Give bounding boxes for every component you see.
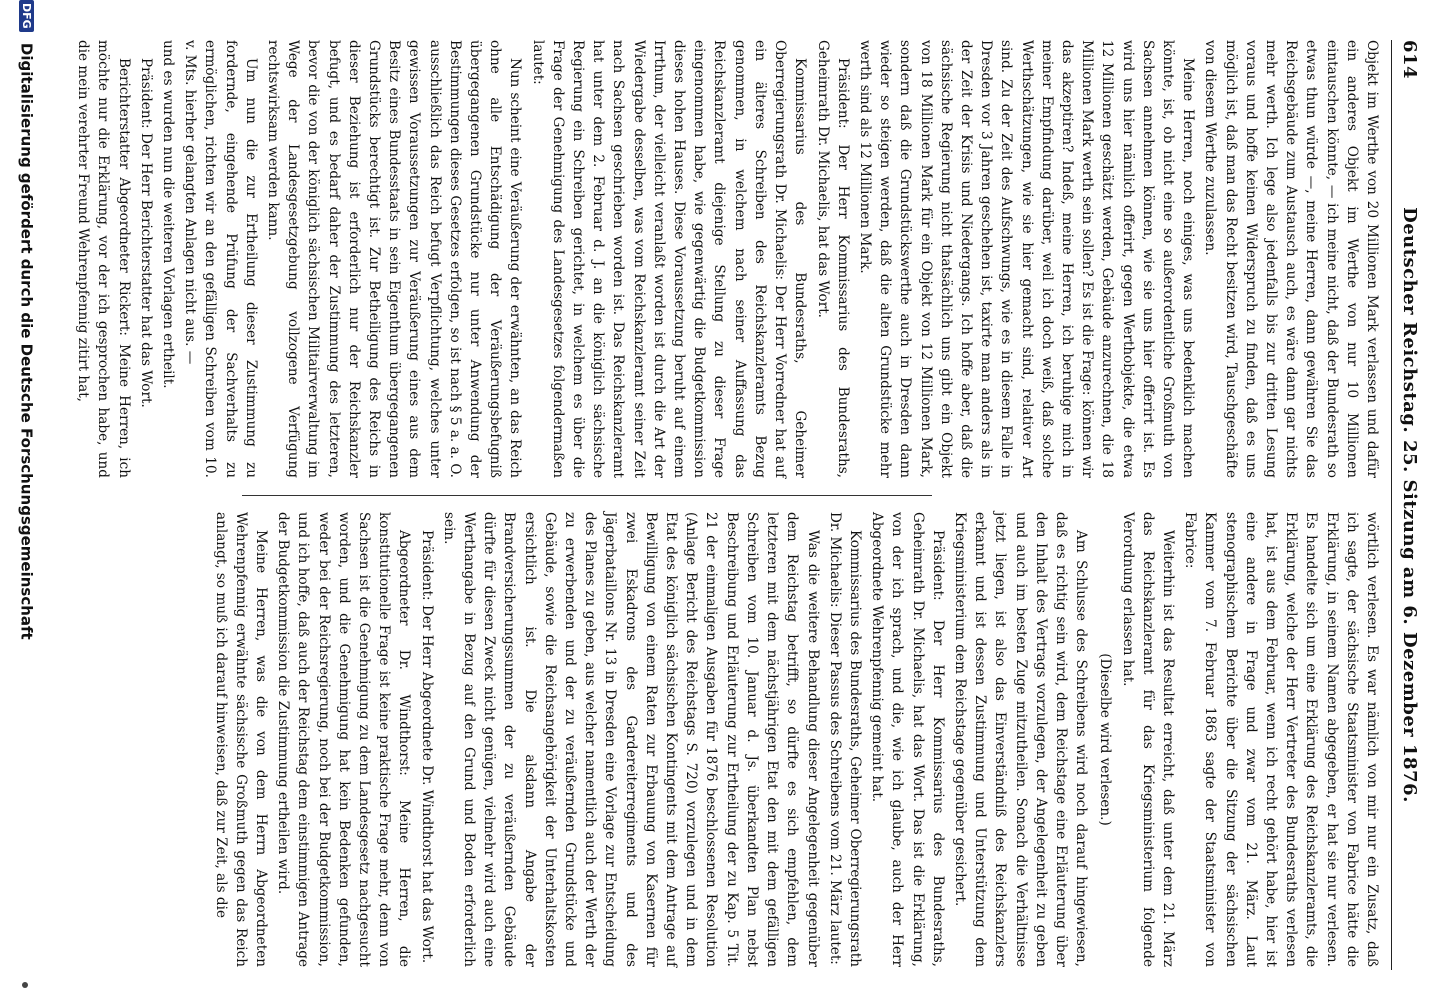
paragraph: Objekt im Werthe von 20 Millionen Mark verlassen und dafür ein anderes Objekt im Werthe von nur 10 Millionen eintauschen könnte, — ich meine nicht, daß der Bundesrath so etwas thun würde —, meine Herren, dann gewähren Sie das Reichsgebäude zum Austausch auch, es wäre dann gar nichts mehr werth. Ich lege also jedenfalls bis zur dritten Lesung voraus und hoffe keinen Widerspruch zu finden, daß es uns möglich ist, daß man das Recht besitzen wird, Tauschgeschäfte von diesem Werthe zuzulassen.	[1202, 40, 1380, 478]
paragraph: Was die weitere Behandlung dieser Angelegenheit gegenüber dem Reichstag betrifft, so dürfte es sich empfehlen, dem letzteren mit dem nächstjährigen Etat den mit dem gefälligen Schreiben vom 10. Januar d. Js. überkandten Plan nebst Beschreibung und Erläuterung zur Ertheilung der zu Kap. 5 Tit. 21 der einmaligen Ausgaben für 1876 beschlossenen Resolution (Anlage Bericht des Reichstags S. 720) vorzulegen und in dem Etat des königlich sächsischen Kontingents mit dem Antrage auf Bewilligung von einem Raten zur Erbauung von Kasernen für zwei Eskadrons des Gardereiterregiments und des Jägerbataillons Nr. 13 in Dresden eine Vorlage zur Entscheidung des Planes zu geben, aus welcher namentlich auch der Werth der zu erwerbenden und der zu veräußernden Grundstücke und Gebäude, sowie die Reichsangehörigkeit der Unterhaltskosten ersichtlich ist. Die alsdann Angabe der Brandversicherungssummen der zu veräußernden Gebäude dürfte für diesen Zweck nicht genügen, vielmehr wird auch eine Werthangabe in Bezug auf den Grund und Boden erforderlich sein.	[440, 512, 821, 967]
paragraph: Meine Herren, noch einiges, was uns bedenklich machen könnte, ist, ob nicht eine so außerordentliche Großmuth von Sachsen annehmen können, wie sie uns hier offerirt ist. Es wird uns hier nämlich offerirt, gegen Werthobjekte, die etwa 12 Millionen geschätzt werden, Gebäude anzurechnen, die 18 Millionen Mark werth sein sollen? Es ist die Frage: können wir das akzeptiren? Indeß, meine Herren, ich beruhige mich in meiner Empfindung darüber, weil ich doch weiß, daß solche Werthschätzungen, wie sie hier gemacht sind, relativer Art sind. Zu der Zeit des Aufschwungs, wie es in diesem Falle in Dresden vor 3 Jahren geschehen ist, taxirte man anders als in der Zeit der Krisis und Niedergangs. Ich hoffe aber, daß die sächsische Regierung nicht thatsächlich uns gibt ein Objekt von 18 Millionen Mark für ein Objekt von 12 Millionen Mark, sondern daß die Grundstückswerthe auch in Dresden dann wieder so steigen werden, daß die alten Grundstücke mehr werth sind als 12 Millionen Mark.	[856, 40, 1197, 478]
paragraph: Präsident: Der Herr Berichterstatter hat das Wort.	[137, 58, 154, 408]
paragraph: wörtlich verlesen. Es war nämlich von mir nur ein Zusatz, daß ich sagte, der sächsische Staatsminister von Fabrice hätte die Erklärung, in seinem Namen abgegeben, er hat sie nur verlesen. Es handelte sich um eine Erklärung des Reichskanzleramts, die Erklärung, welche der Herr Vertreter des Bundesraths verlesen hat, ist aus dem Februar, wenn ich recht gehört habe, hier ist eine andere in Frage und zwar vom 21. März. Laut stenographischem Berichte über die Sitzung der sächsischen Kammer vom 7. Februar 1863 sagte der Staatsminister von Fabrice:	[1182, 512, 1380, 967]
right-column	[212, 512, 1382, 967]
paragraph: Kommissarius des Bundesraths, Geheimer Oberregierungsrath Dr. Michaelis: Der Herr Vorredner hat auf ein älteres Schreiben des Reichskanzleramts Bezug genommen, in welchem nach seiner Auffassung das Reichskanzleramt diejenige Stellung zu dieser Frage eingenommen habe, wie gegenwärtig die Budgetkommission dieses hohen Hauses. Diese Voraussetzung beruht auf einem Irrthum, der vielleicht veranlaßt worden ist durch die Art der Wiedergabe desselben, was vom Reichskanzleramt seiner Zeit nach Sachsen geschrieben worden ist. Das Reichskanzleramt hat unter dem 2. Februar d. J. an die königlich sächsische Regierung ein Schreiben gerichtet, in welchem es über die Frage der Genehmigung des Landesgesetzes folgendermaßen lautet:	[529, 40, 809, 478]
digitization-footer	[8, 0, 36, 1000]
scan-speck	[22, 982, 28, 988]
paragraph: Präsident: Der Herr Kommissarius des Bundesraths, Geheimrath Dr. Michaelis, hat das Wort. Das ist die Erklärung, von der ich sprach, und die, wie ich glaube, auch der Herr Abgeordnete Wehrenpfennig gemeint hat.	[869, 512, 946, 967]
column-divider	[242, 495, 932, 496]
dfg-logo: DFG	[19, 0, 34, 32]
paragraph: Kommissarius des Bundesraths, Geheimer Oberregierungsrath Dr. Michaelis: Dieser Passus des Schreibens vom 21. März lautet:	[826, 512, 863, 967]
running-title: Deutscher Reichstag. 25. Sitzung am 6. Dezember 1876.	[1399, 207, 1420, 803]
paragraph: Präsident: Der Herr Abgeordnete Dr. Windthorst hat das Wort.	[418, 530, 435, 964]
paragraph: Weiterhin ist das Resultat erreicht, daß unter dem 21. März das Reichskanzleramt für das Kriegsministerium folgende Verordnung erlassen hat.	[1119, 512, 1176, 967]
paragraph: (Dieselbe wird verlesen.)	[1097, 653, 1114, 826]
footer-text: Digitalisierung gefördert durch die Deutsche Forschungsgemeinschaft	[17, 42, 36, 640]
page-number: 614	[1399, 40, 1420, 80]
paragraph: Abgeordneter Dr. Windthorst: Meine Herren, die konstitutionelle Frage ist keine praktische Frage mehr, denn von Sachsen ist die Genehmigung zu dem Landesgesetz nachgesucht worden, und die Genehmigung hat kein Bedenken gefunden, weder bei der Reichsregierung, noch bei der Budgetkommission, und ich hoffe, daß auch der Reichstag dem einstimmigen Antrage der Budgetkommission die Zustimmung ertheilen wird.	[275, 512, 413, 967]
paragraph: Berichterstatter Abgeordneter Rickert: Meine Herren, ich möchte nur die Erklärung, vor der ich gesprochen habe, und die mein verehrter Freund Wehrenpfennig zitirt hat,	[75, 40, 132, 478]
page-header	[1394, 40, 1420, 970]
paragraph: Am Schlusse des Schreibens wird noch darauf hingewiesen, daß es richtig sein wird, dem Reichstage eine Erläuterung über den Inhalt des Vertrags vorzulegen, der Angelegenheit zu geben und auch im besten Zuge mitzutheilen. Sonach die Verhältnisse jetzt liegen, ist also das Einverständniß des Reichskanzlers erkannt und ist dessen Zustimmung und Unterstützung dem Kriegsministerium dem Reichstage gegenüber gesichert.	[951, 512, 1090, 967]
header-rule	[1391, 40, 1392, 970]
paragraph: Um nun die zur Ertheilung dieser Zustimmung zu fordernde, eingehende Prüfung der Sachverhalts zu ermöglichen, richten wir an den gefälligen Schreiben vom 10. v. Mts. hierher gelangten Anlagen nicht aus. —	[182, 40, 259, 478]
paragraph: Präsident: Der Herr Kommissarius des Bundesraths, Geheimrath Dr. Michaelis, hat das Wort.	[814, 40, 851, 478]
paragraph: und es wurden nun die weiteren Vorlagen ertheilt.	[160, 40, 177, 389]
paragraph: Meine Herren, was die von dem Herrn Abgeordneten Wehrenpfennig erwähnte sächsische Großmuth gegen das Reich anlangt, so muß ich darauf hinweisen, daß zur Zeit, als die	[212, 512, 270, 967]
left-column	[75, 40, 1382, 478]
paragraph: Nun scheint eine Veräußerung der erwähnten, an das Reich ohne alle Entschädigung der Veräußerungsbefugniß übergegangenen Grundstücke nur unter Anwendung der Bestimmungen dieses Gesetzes erfolgen, so ist nach § 5 a. a. O. ausschließlich das Reich befugt Verpflichtung, welches unter gewissen Voraussetzungen zur Veräußerung eines aus dem Besitz eines Bundesstaats in sein Eigenthum übergegangenen Grundstücks berechtigt ist. Zur Betheiligung des Reichs in dieser Beziehung ist erforderlich nur der Reichskanzler befugt, und es bedarf daher der Zustimmung des letzteren, bevor die von der königlich sächsischen Militairverwaltung im Wege der Landesgesetzgebung vollzogene Verfügung rechtswirksam werden kann.	[265, 40, 524, 478]
